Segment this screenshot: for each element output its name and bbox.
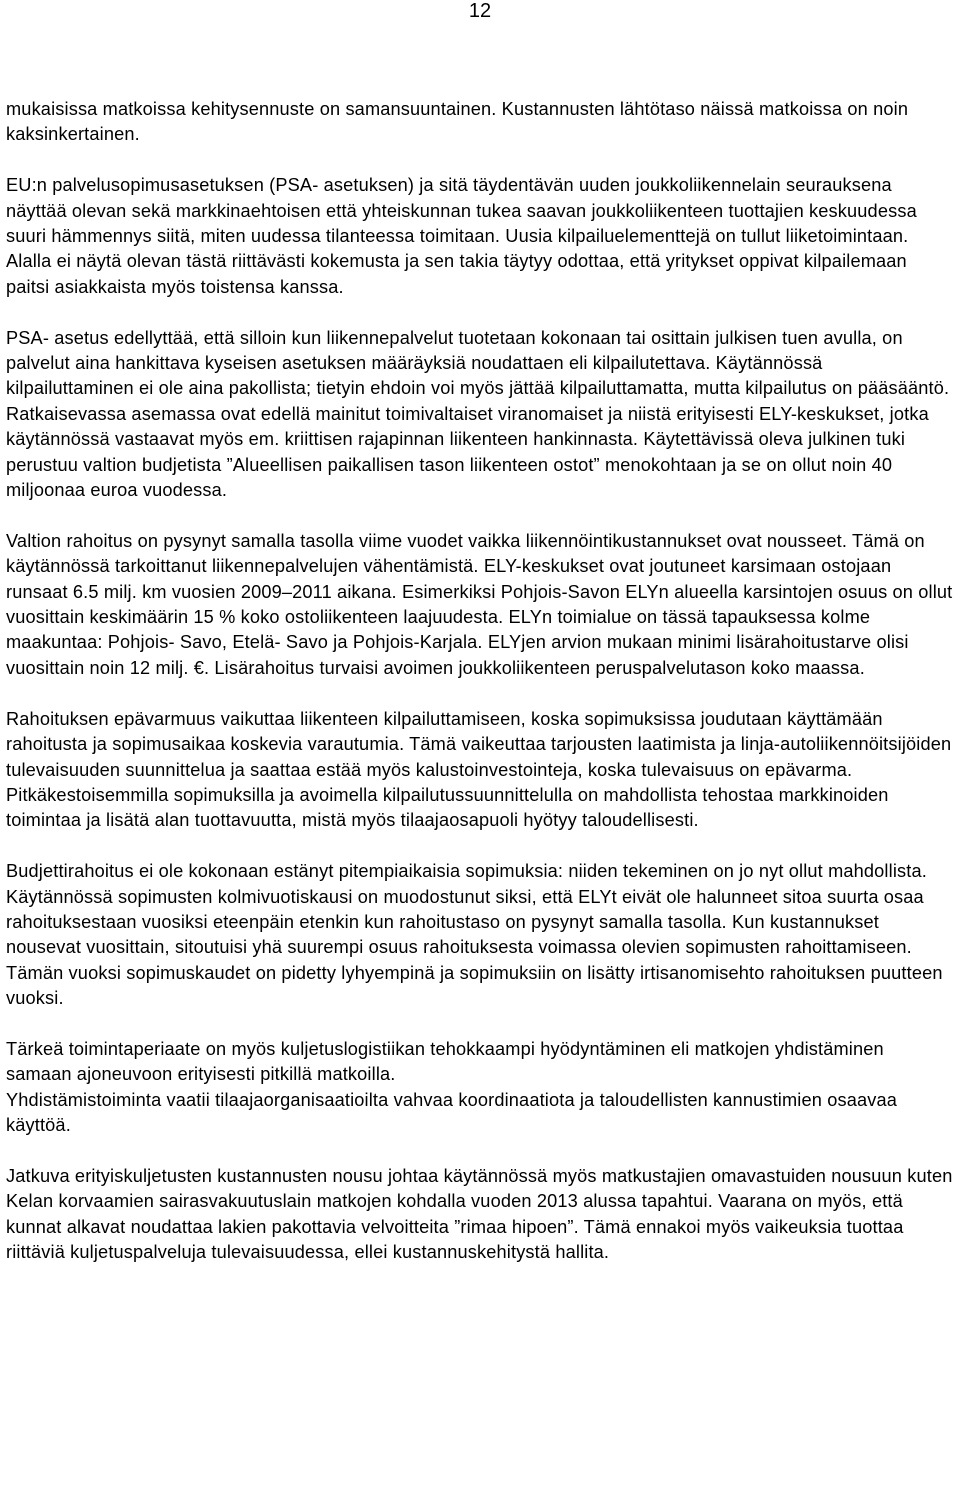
paragraph-coordination: Yhdistämistoiminta vaatii tilaajaorganisaatioilta vahvaa koordinaatiota ja taloudellisten kannustimien osaavaa käyttöä.: [6, 1089, 898, 1136]
document-body: [6, 97, 954, 1266]
paragraph-logistics-principle: Tärkeä toimintaperiaate on myös kuljetuslogistiikan tehokkaampi hyödyntäminen eli matkojen yhdistäminen samaan ajoneuvoon erityisesti pitkillä matkoilla.: [6, 1038, 884, 1085]
paragraph-cost-trend: mukaisissa matkoissa kehitysennuste on samansuuntainen. Kustannusten lähtötaso näissä matkoissa on noin kaksinkertainen.: [6, 99, 909, 145]
paragraph-special-transport: Jatkuva erityiskuljetusten kustannusten nousu johtaa käytännössä myös matkustajien omavastuiden nousuun kuten Kelan korvaamien sairasvakuutuslain matkojen kohdalla vuoden 2013 alussa tapahtui. Vaarana on myös, että kunnat alkavat noudattaa lakien pakottavia velvoitteita ”rimaa hipoen”. Tämä ennakoi myös vaikeuksia tuottaa riittäviä kuljetuspalveluja tulevaisuudessa, ellei kustannuskehitystä hallita.: [6, 1165, 953, 1263]
page-number: 12: [468, 0, 492, 22]
paragraph-psa-confusion: EU:n palvelusopimusasetuksen (PSA- asetuksen) ja sitä täydentävän uuden joukkoliikennelain seurauksena näyttää olevan sekä markkinaehtoisen että yhteiskunnan tukea saavan joukkoliikenteen tuottajien keskuudessa suuri hämmennys siitä, miten uudessa tilanteessa toimitaan. Uusia kilpailuelementtejä on tullut liiketoimintaan. Alalla ei näytä olevan tästä riittävästi kokemusta ja sen takia täytyy odottaa, että yritykset oppivat kilpailemaan paitsi asiakkaista myös toistensa kanssa.: [6, 175, 917, 297]
paragraph-budget-funding: Budjettirahoitus ei ole kokonaan estänyt pitempiaikaisia sopimuksia: niiden tekeminen on jo nyt ollut mahdollista. Käytännössä sopimusten kolmivuotiskausi on muodostunut siksi, että ELYt eivät ole halunneet sitoa suurta osaa rahoituksestaan vuosiksi eteenpäin etenkin kun rahoitustaso on pysynyt samalla tasolla. Kun kustannukset nousevat vuosittain, sitoutuisi yhä suurempi osuus rahoituksesta voimassa olevien sopimusten rahoittamiseen. Tämän vuoksi sopimuskaudet on pidetty lyhyempinä ja sopimuksiin on lisätty irtisanomisehto rahoituksen puutteen vuoksi.: [6, 861, 943, 1009]
paragraph-psa-requirements: PSA- asetus edellyttää, että silloin kun liikennepalvelut tuotetaan kokonaan tai osittain julkisen tuen avulla, on palvelut aina hankittava kyseisen asetuksen määräyksiä noudattaen eli kilpailutettava. Käytännössä kilpailuttaminen ei ole aina pakollista; tietyin ehdoin voi myös jättää kilpailuttamatta, mutta kilpailutus on pääsääntö. Ratkaisevassa asemassa ovat edellä mainitut toimivaltaiset viranomaiset ja niistä erityisesti ELY-keskukset, jotka käytännössä vastaavat myös em. kriittisen rajapinnan liikenteen hankinnasta. Käytettävissä oleva julkinen tuki perustuu valtion budjetista ”Alueellisen paikallisen tason liikenteen ostot” menokohtaan ja se on ollut noin 40 miljoonaa euroa vuodessa.: [6, 327, 950, 501]
paragraph-funding-uncertainty: Rahoituksen epävarmuus vaikuttaa liikenteen kilpailuttamiseen, koska sopimuksissa joudutaan käyttämään rahoitusta ja sopimusaikaa koskevia varautumia. Tämä vaikeuttaa tarjousten laatimista ja linja-autoliikennöitsijöiden tulevaisuuden suunnittelua ja saattaa estää myös kalustoinvestointeja, koska tulevaisuus on epävarma. Pitkäkestoisemmilla sopimuksilla ja avoimella kilpailutussuunnittelulla on mahdollista tehostaa markkinoiden toimintaa ja lisätä alan tuottavuutta, mistä myös tilaajaosapuoli hyötyy taloudellisesti.: [6, 708, 952, 831]
paragraph-state-funding: Valtion rahoitus on pysynyt samalla tasolla viime vuodet vaikka liikennöintikustannukset ovat nousseet. Tämä on käytännössä tarkoittanut liikennepalvelujen vähentämistä. ELY-keskukset ovat joutuneet karsimaan ostojaan runsaat 6.5 milj. km vuosien 2009‒2011 aikana. Esimerkiksi Pohjois-Savon ELYn alueella karsintojen osuus on ollut vuosittain keskimäärin 15 % koko ostoliikenteen laajuudesta. ELYn toimialue on tässä tapauksessa kolme maakuntaa: Pohjois- Savo, Etelä- Savo ja Pohjois-Karjala. ELYjen arvion mukaan minimi lisärahoitustarve olisi vuosittain noin 12 milj. €. Lisärahoitus turvaisi avoimen joukkoliikenteen peruspalvelutason koko maassa.: [6, 530, 953, 678]
